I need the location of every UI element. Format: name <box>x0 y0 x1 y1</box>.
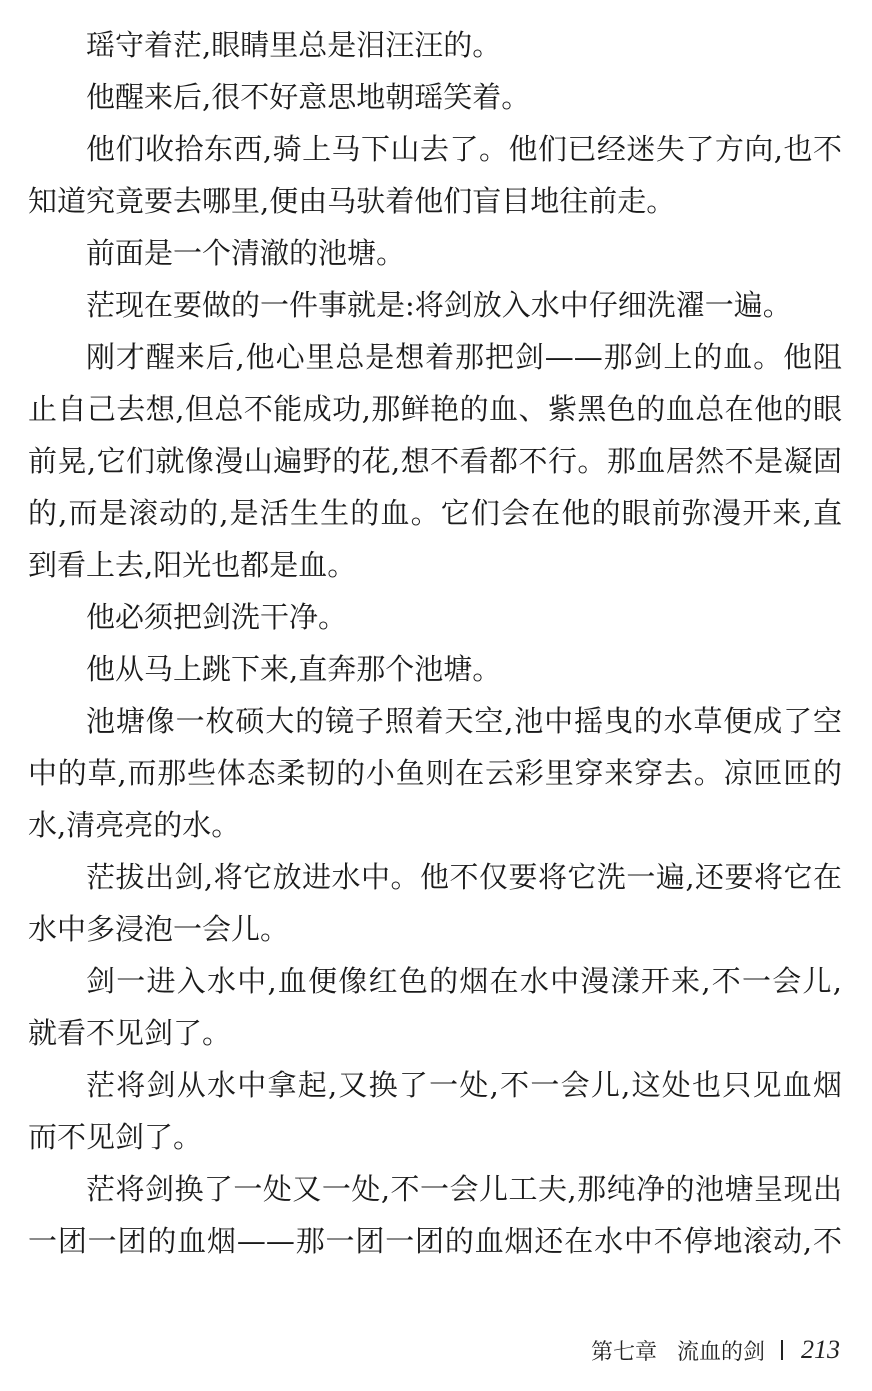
text-line: 就看不见剑了。 <box>28 1016 232 1050</box>
text-line: 止自己去想,但总不能成功,那鲜艳的血、紫黑色的血总在他的眼 <box>28 392 842 426</box>
paragraph <box>28 1059 842 1163</box>
text-line: 中的草,而那些体态柔韧的小鱼则在云彩里穿来穿去。凉匝匝的 <box>28 756 842 790</box>
footer-divider <box>781 1340 783 1360</box>
chapter-title: 流血的剑 <box>676 1339 765 1365</box>
text-line: 茫将剑换了一处又一处,不一会儿工夫,那纯净的池塘呈现出 <box>86 1172 842 1206</box>
paragraph <box>28 851 842 955</box>
page-body <box>28 19 842 1267</box>
text-line: 知道究竟要去哪里,便由马驮着他们盲目地往前走。 <box>28 184 676 218</box>
paragraph <box>28 227 842 279</box>
text-line: 瑶守着茫,眼睛里总是泪汪汪的。 <box>86 28 502 62</box>
text-line: 他醒来后,很不好意思地朝瑶笑着。 <box>86 80 531 114</box>
text-line: 剑一进入水中,血便像红色的烟在水中漫漾开来,不一会儿, <box>86 964 842 998</box>
paragraph <box>28 643 842 695</box>
text-line: 茫拔出剑,将它放进水中。他不仅要将它洗一遍,还要将它在 <box>86 860 842 894</box>
text-line: 他们收拾东西,骑上马下山去了。他们已经迷失了方向,也不 <box>86 132 842 166</box>
paragraph <box>28 591 842 643</box>
text-line: 的,而是滚动的,是活生生的血。它们会在他的眼前弥漫开来,直 <box>28 496 842 530</box>
text-line: 茫现在要做的一件事就是:将剑放入水中仔细洗濯一遍。 <box>86 288 792 322</box>
text-line: 到看上去,阳光也都是血。 <box>28 548 357 582</box>
paragraph <box>28 955 842 1059</box>
text-line: 他从马上跳下来,直奔那个池塘。 <box>86 652 502 686</box>
text-line: 而不见剑了。 <box>28 1120 203 1154</box>
text-line: 刚才醒来后,他心里总是想着那把剑——那剑上的血。他阻 <box>86 340 842 374</box>
text-line: 他必须把剑洗干净。 <box>86 600 348 634</box>
text-line: 水中多浸泡一会儿。 <box>28 912 290 946</box>
chapter-label: 第七章 <box>590 1339 657 1365</box>
text-line: 前晃,它们就像漫山遍野的花,想不看都不行。那血居然不是凝固 <box>28 444 842 478</box>
text-line: 一团一团的血烟——那一团一团的血烟还在水中不停地滚动,不 <box>28 1224 842 1258</box>
text-line: 前面是一个清澈的池塘。 <box>86 236 406 270</box>
paragraph <box>28 71 842 123</box>
page-number: 213 <box>801 1335 840 1364</box>
paragraph <box>28 695 842 851</box>
paragraph <box>28 331 842 591</box>
text-line: 池塘像一枚硕大的镜子照着天空,池中摇曳的水草便成了空 <box>86 704 842 738</box>
paragraph <box>28 279 842 331</box>
paragraph <box>28 1163 842 1267</box>
running-footer <box>591 1330 840 1370</box>
paragraph <box>28 123 842 227</box>
paragraph <box>28 19 842 71</box>
text-line: 茫将剑从水中拿起,又换了一处,不一会儿,这处也只见血烟 <box>86 1068 842 1102</box>
text-line: 水,清亮亮的水。 <box>28 808 241 842</box>
